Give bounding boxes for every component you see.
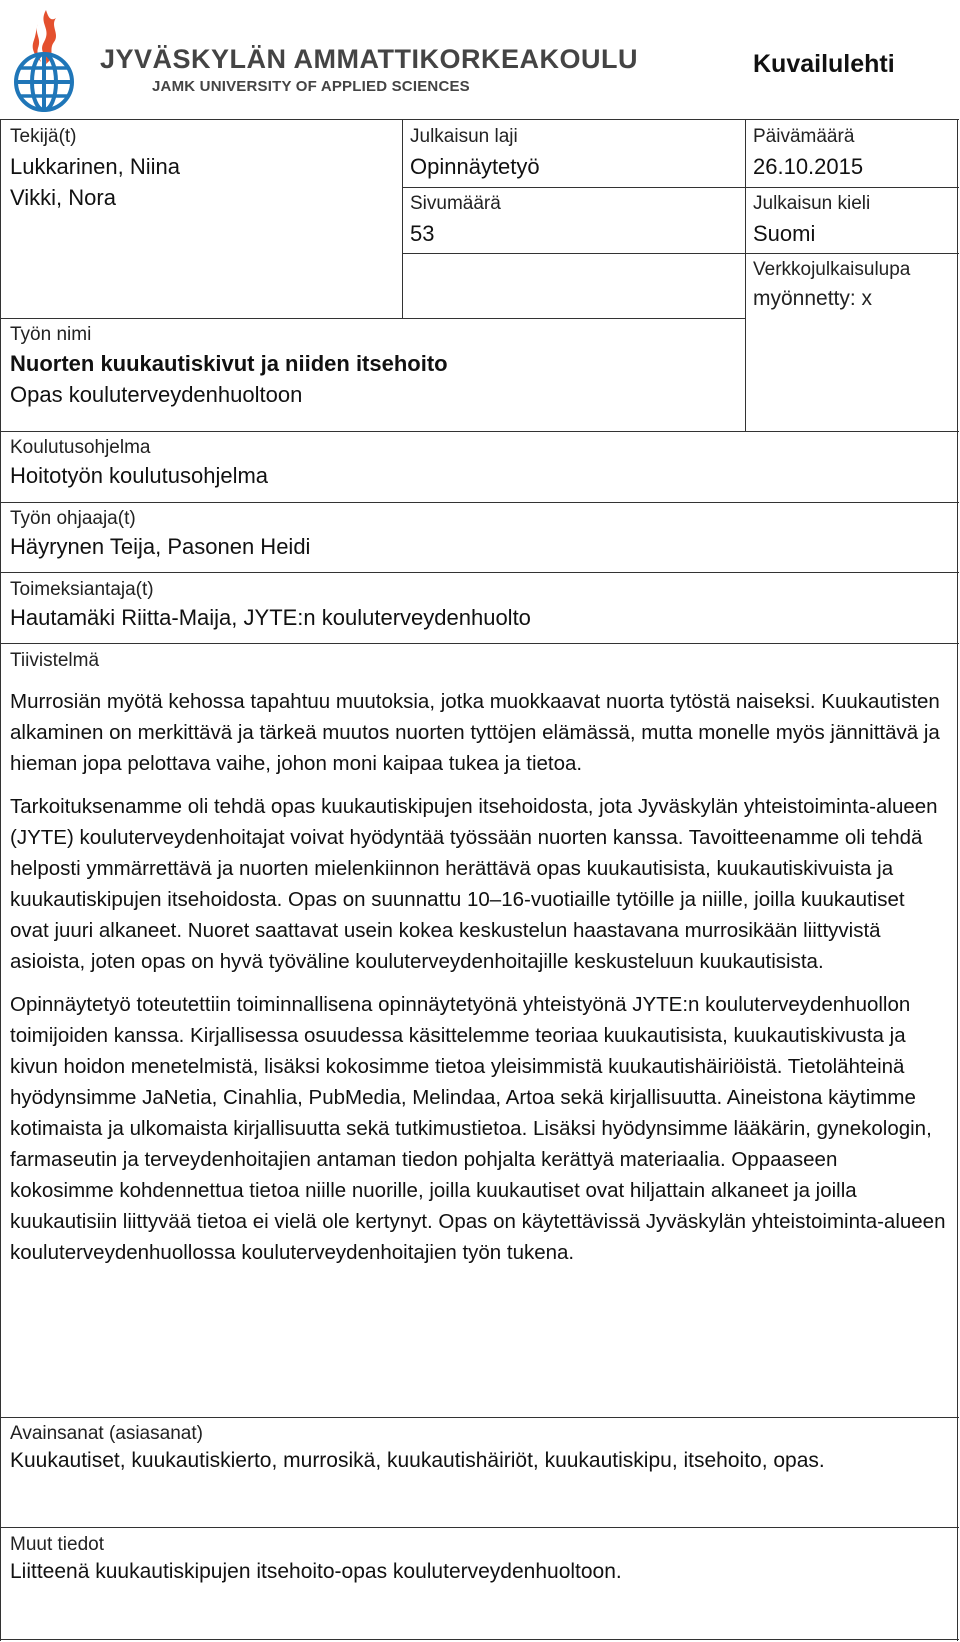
supervisors-value: Häyrynen Teija, Pasonen Heidi — [10, 534, 311, 559]
author-name: Vikki, Nora — [10, 185, 116, 210]
title-label: Työn nimi — [10, 324, 92, 345]
row-divider-supervisors — [0, 502, 959, 503]
date-value: 26.10.2015 — [753, 154, 864, 179]
org-name-en: JAMK UNIVERSITY OF APPLIED SCIENCES — [152, 78, 470, 95]
abstract-paragraph: Tarkoituksenamme oli tehdä opas kuukautiskipujen itsehoidosta, jota Jyväskylän yhteistoiminta-alueen (JYTE) kouluterveydenhoitajat voivat hyödyntää työssään nuorten kanssa. Tavoitteenamme oli tehdä helposti ymmärrettävä ja nuorten mielenkiinnon herättävä opas kuukautisista, kuukautiskivuista ja kuukautiskipujen itsehoidosta. Opas on suunnattu 10–16-vuotiaille tytöille ja niille, joilla kuukautiset ovat juuri alkaneet. Nuoret saattavat usein kokea keskustelun haastavana murrosikään liittyvistä asioista, joten opas on hyvä työväline kouluterveydenhoitajille keskusteluun kuukautisista. — [10, 795, 938, 973]
table-bottom-border — [0, 1639, 959, 1640]
row-divider-abstract — [0, 643, 959, 644]
jamk-logo-icon — [8, 6, 88, 114]
other-info-label: Muut tiedot — [10, 1534, 104, 1555]
row-divider-commissioner — [0, 572, 959, 573]
pages-label: Sivumäärä — [410, 193, 501, 214]
web-permission-label: Verkkojulkaisulupa — [753, 259, 911, 280]
pages-value: 53 — [410, 221, 435, 246]
abstract-paragraph: Murrosiän myötä kehossa tapahtuu muutoksia, jotka muokkaavat nuorta tytöstä naiseksi. Kuukautisten alkaminen on merkittävä ja tärkeä muutos nuorten tyttöjen elämässä, mutta monelle myös jännittävä ja hieman jopa pelottava vaihe, johon moni kaipaa tukea ja tietoa. — [10, 690, 940, 775]
document-type: Kuvailulehti — [753, 50, 895, 78]
thesis-title: Nuorten kuukautiskivut ja niiden itsehoito — [10, 351, 448, 376]
row-divider-other — [0, 1527, 959, 1528]
row-divider-language — [745, 253, 959, 254]
program-value: Hoitotyön koulutusohjelma — [10, 463, 269, 488]
other-info-value: Liitteenä kuukautiskipujen itsehoito-opas kouluterveydenhuoltoon. — [10, 1560, 622, 1583]
program-label: Koulutusohjelma — [10, 437, 151, 458]
keywords-value: Kuukautiset, kuukautiskierto, murrosikä, kuukautishäiriöt, kuukautiskipu, itsehoito, opas. — [10, 1449, 825, 1472]
row-divider-program — [0, 431, 959, 432]
row-divider-date — [745, 187, 959, 188]
abstract-body — [10, 686, 946, 1280]
row-divider-pages — [402, 187, 745, 188]
row-divider-pages-bottom — [402, 253, 745, 254]
language-value: Suomi — [753, 221, 816, 246]
language-label: Julkaisun kieli — [753, 193, 871, 214]
author-name: Lukkarinen, Niina — [10, 154, 180, 179]
table-left-border — [0, 119, 1, 1641]
keywords-label: Avainsanat (asiasanat) — [10, 1423, 203, 1444]
col-divider-1 — [402, 119, 403, 318]
commissioner-label: Toimeksiantaja(t) — [10, 579, 154, 600]
table-top-border — [0, 119, 959, 120]
thesis-subtitle: Opas kouluterveydenhuoltoon — [10, 382, 303, 407]
authors-label: Tekijä(t) — [10, 126, 77, 147]
table-right-border — [957, 119, 958, 1641]
commissioner-value: Hautamäki Riitta-Maija, JYTE:n kouluterveydenhuolto — [10, 605, 531, 630]
org-name: JYVÄSKYLÄN AMMATTIKORKEAKOULU — [100, 44, 638, 74]
row-divider-keywords — [0, 1417, 959, 1418]
col-divider-2 — [745, 119, 746, 432]
publication-type-value: Opinnäytetyö — [410, 154, 540, 179]
date-label: Päivämäärä — [753, 126, 855, 147]
publication-type-label: Julkaisun laji — [410, 126, 518, 147]
web-permission-value: myönnetty: x — [753, 287, 873, 310]
row-divider-title — [0, 318, 745, 319]
supervisors-label: Työn ohjaaja(t) — [10, 508, 136, 529]
abstract-paragraph: Opinnäytetyö toteutettiin toiminnallisena opinnäytetyönä yhteistyönä JYTE:n kouluterveydenhuollon toimijoiden kanssa. Kirjallisessa osuudessa käsittelemme teoriaa kuukautisista, kuukautiskivusta ja kivun hoidon menetelmistä, lisäksi kokosimme tietoa yleisimmistä kuukautishäiriöistä. Tietolähteinä hyödynsimme JaNetia, Cinahlia, PubMedia, Melindaa, Artoa sekä kirjallisuutta. Aineistona käytimme kotimaista ja ulkomaista kirjallisuutta sekä tutkimustietoa. Lisäksi hyödynsimme lääkärin, gynekologin, farmaseutin ja terveydenhoitajien antaman tiedon pohjalta kerättyä materiaalia. Oppaaseen kokosimme kohdennettua tietoa niille nuorille, joilla kuukautiset ovat hiljattain alkaneet ja joilla kuukautisiin liittyvää tietoa ei vielä ole kertynyt. Opas on käytettävissä Jyväskylän yhteistoiminta-alueen kouluterveydenhuollossa kouluterveydenhoitajien työn tukena. — [10, 993, 946, 1264]
abstract-label: Tiivistelmä — [10, 650, 100, 671]
